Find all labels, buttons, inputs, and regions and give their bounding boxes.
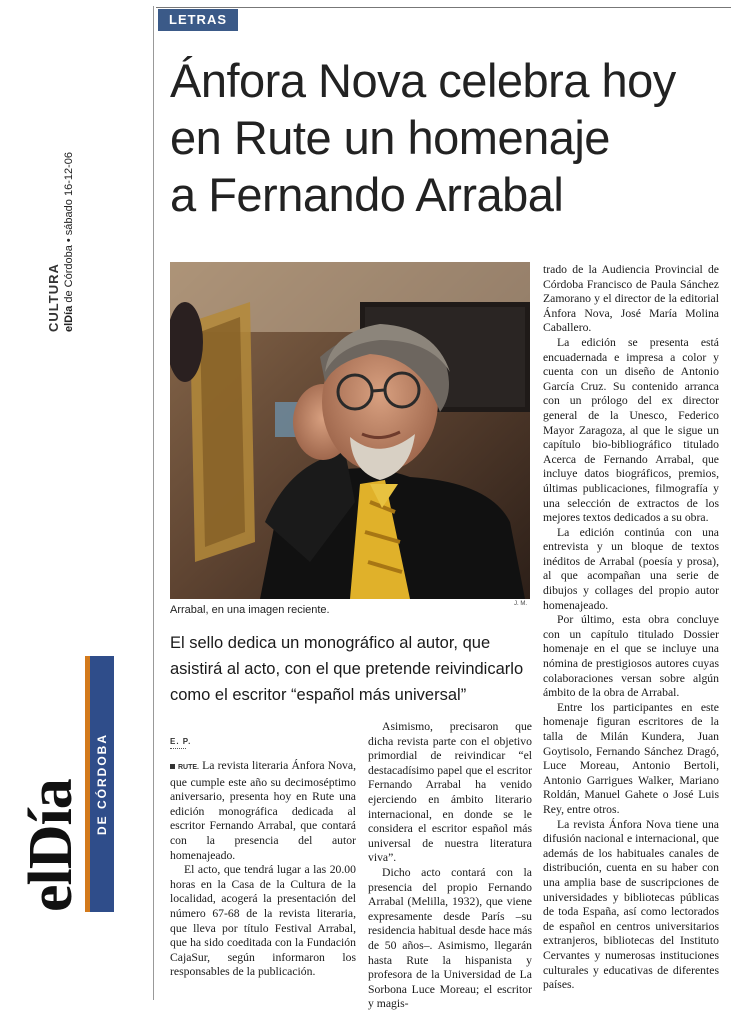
photo-caption: Arrabal, en una imagen reciente. — [170, 604, 330, 616]
sidebar-separator: • — [63, 235, 75, 246]
paragraph: La edición se presenta está encuadernada e impresa a color y cuenta con un diseño de Antonio García Cruz. Su contenido arranca con un prólogo del ex director general de la Unesco, Federico Mayor Zaragoza, al que le sigue un capítulo bio-bibliográfico titulado Acerca de Fernando Arrabal, que incluye datos biográficos, premios, últimas publicaciones, filmografía y una selección de extractos de los mejores textos dedicados a su obra. — [543, 335, 719, 525]
byline: E. P. — [170, 737, 192, 746]
sidebar-rotated — [46, 152, 75, 332]
paragraph: Asimismo, precisaron que dicha revista parte con el objetivo primordial de reivindicar “el destacadísimo papel que el escritor Fernando Arrabal ha venido ejerciendo en ámbito literario internacional, en donde se le considera el escritor español más universal de nuestra literatura viva”. — [368, 720, 532, 865]
paragraph: Por último, esta obra concluye con un capítulo titulado Dossier homenaje en el que se incluye una nómina de prestigiosos autores cuyas colaboraciones versan sobre algún ámbito de la obra de Arrabal. — [543, 613, 719, 700]
paragraph-text: La revista literaria Ánfora Nova, que cumple este año su decimoséptimo aniversario, presenta hoy en Rute una edición monográfica dedicada al escritor Fernando Arrabal, que contará con la presencia del autor homenajeado. — [170, 759, 356, 862]
headline-line-1: Ánfora Nova celebra hoy — [170, 54, 676, 107]
page-sidebar — [46, 152, 86, 332]
portrait-photo — [170, 262, 530, 599]
paragraph: La edición continúa con una entrevista y un bloque de textos inéditos de Arrabal (poesía y prosa), al que acompañan una serie de dibujos y collages del propio autor homenajeado. — [543, 525, 719, 612]
paragraph: Entre los participantes en este homenaje figuran escritores de la talla de Milán Kundera, Juan Goytisolo, Fernando Sánchez Dragó, Luce Moreau, Antonio Bertoli, Antonio Garrigues Walker, Mariano Roldán, Manuel Gahete o José Luis Rey, entre otros. — [543, 700, 719, 816]
article-column-2 — [368, 720, 532, 1012]
paragraph — [170, 759, 356, 863]
section-tag: LETRAS — [158, 9, 238, 31]
column-divider — [153, 6, 154, 1000]
headline-line-3: a Fernando Arrabal — [170, 168, 564, 221]
article-column-3 — [543, 263, 719, 993]
logo-wordmark: elDía — [17, 779, 85, 912]
paragraph: El acto, que tendrá lugar a las 20.00 horas en la Casa de la Cultura de la localidad, acogerá la presentación del número 67-68 de la revista literaria, que lleva por título Festival Arrabal, que ha sido coeditada con la Fundación CajaSur, según informaron los responsables de la publicación. — [170, 863, 356, 979]
square-bullet-icon — [170, 764, 175, 769]
article-column-1 — [170, 759, 356, 980]
newspaper-logo — [18, 656, 116, 912]
sidebar-section: CULTURA — [46, 263, 61, 332]
sidebar-paper-rest: de Córdoba — [63, 245, 75, 306]
photo-credit: J. M. — [514, 601, 527, 607]
headline — [170, 52, 730, 223]
dateline: RUTE. — [178, 764, 199, 771]
paragraph: trado de la Audiencia Provincial de Córdoba Francisco de Paula Sánchez Zamorano y el director de la editorial Ánfora Nova, José María Molina Caballero. — [543, 263, 719, 335]
paragraph: Dicho acto contará con la presencia del propio Fernando Arrabal (Melilla, 1932), que viene expresamente desde París –su residencia habitual desde hace más de 50 años–. Asimismo, llegarán hasta Rute la hispanista y profesora de la Universidad de La Sorbona Luce Moreau; el escritor y magis- — [368, 865, 532, 1011]
sidebar-paper-bold: elDía — [63, 305, 75, 332]
byline-rule — [170, 748, 186, 749]
subheadline: El sello dedica un monográfico al autor, que asistirá al acto, con el que pretende reivindicarlo como el escritor “español más universal” — [170, 634, 524, 704]
portrait-illustration — [170, 262, 530, 599]
top-rule — [156, 7, 731, 8]
logo-subtitle: DE CÓRDOBA — [95, 733, 109, 836]
sidebar-meta — [63, 152, 75, 332]
headline-line-2: en Rute un homenaje — [170, 111, 610, 164]
sidebar-date: sábado 16-12-06 — [63, 152, 75, 236]
paragraph: La revista Ánfora Nova tiene una difusión nacional e internacional, que además de los habituales canales de distribución, cuenta en su haber con una amplia base de suscripciones de universidades y bibliotecas públicas de toda España, así como lectorados de español en centros universitarios extranjeros, bibliotecas del Instituto Cervantes y numerosas instituciones culturales y educativas de diferentes países. — [543, 817, 719, 992]
